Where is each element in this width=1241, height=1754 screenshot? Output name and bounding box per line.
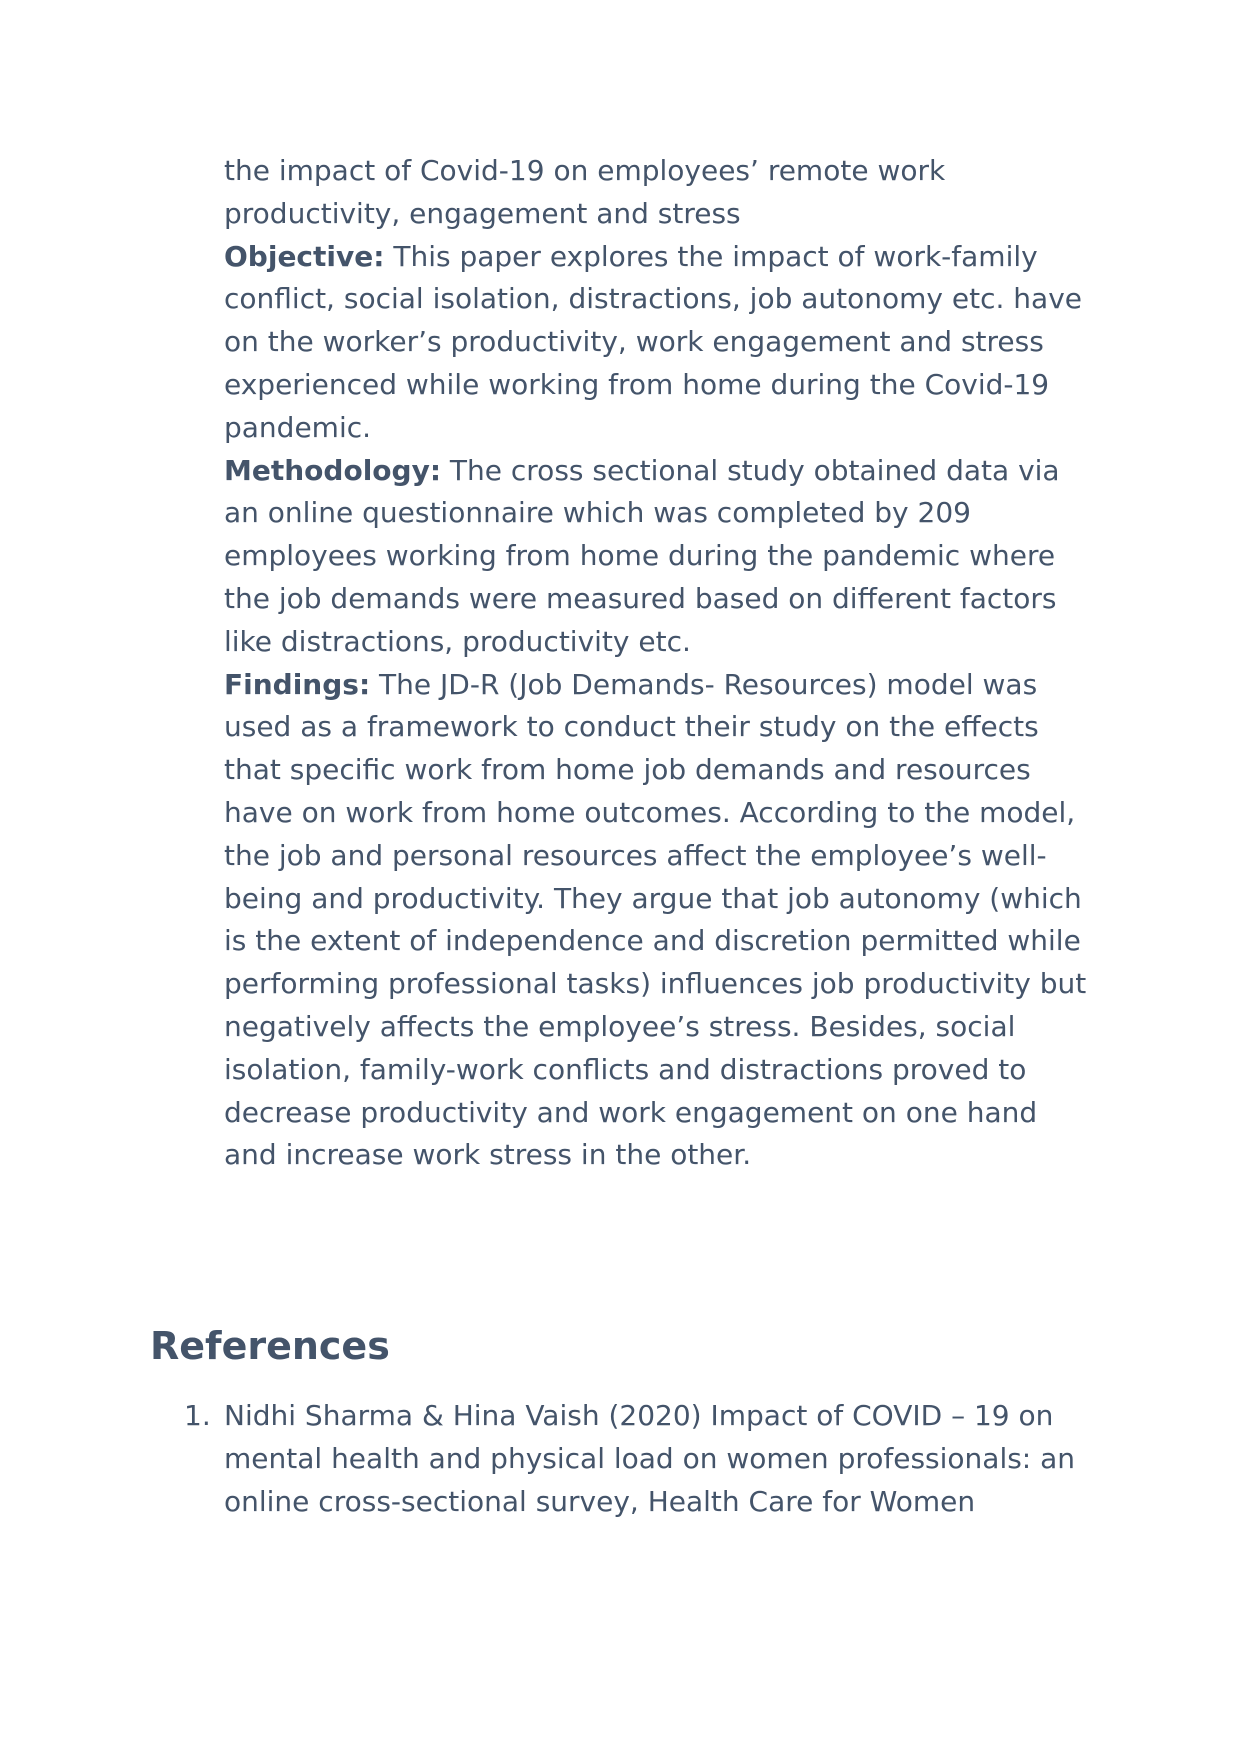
methodology-text: The cross sectional study obtained data via an online questionnaire which was completed by 209 employees working from home during the pandemic where the job demands were measured based on different factors like distractions, productivity etc. [224, 453, 1060, 658]
reference-item [184, 1395, 1090, 1523]
objective-text: This paper explores the impact of work-family conflict, social isolation, distractions, job autonomy etc. have on the worker’s productivity, work engagement and stress experienced while working from home during the Covid-19 pandemic. [224, 239, 1082, 444]
objective-paragraph [224, 236, 1090, 450]
methodology-paragraph [224, 450, 1090, 664]
summary-block [224, 150, 1090, 1177]
findings-label: Findings: [224, 667, 371, 701]
objective-label: Objective: [224, 239, 385, 273]
findings-text: The JD-R (Job Demands- Resources) model was used as a framework to conduct their study on the effects that specific work from home job demands and resources have on work from home outcomes. According to the model, the job and personal resources affect the employee’s well-being and productivity. They argue that job autonomy (which is the extent of independence and discretion permitted while performing professional tasks) influences job productivity but negatively affects the employee’s stress. Besides, social isolation, family-work conflicts and distractions proved to decrease productivity and work engagement on one hand and increase work stress in the other. [224, 667, 1087, 1172]
references-list [184, 1395, 1090, 1523]
intro-paragraph: the impact of Covid-19 on employees’ remote work productivity, engagement and stress [224, 154, 946, 230]
reference-number: 1. [184, 1399, 211, 1432]
methodology-label: Methodology: [224, 453, 442, 487]
references-heading: References [150, 1324, 390, 1368]
reference-text: Nidhi Sharma & Hina Vaish (2020) Impact of COVID – 19 on mental health and physical load on women professionals: an online cross-sectional survey, Health Care for Women [224, 1399, 1076, 1518]
findings-paragraph [224, 664, 1090, 1178]
